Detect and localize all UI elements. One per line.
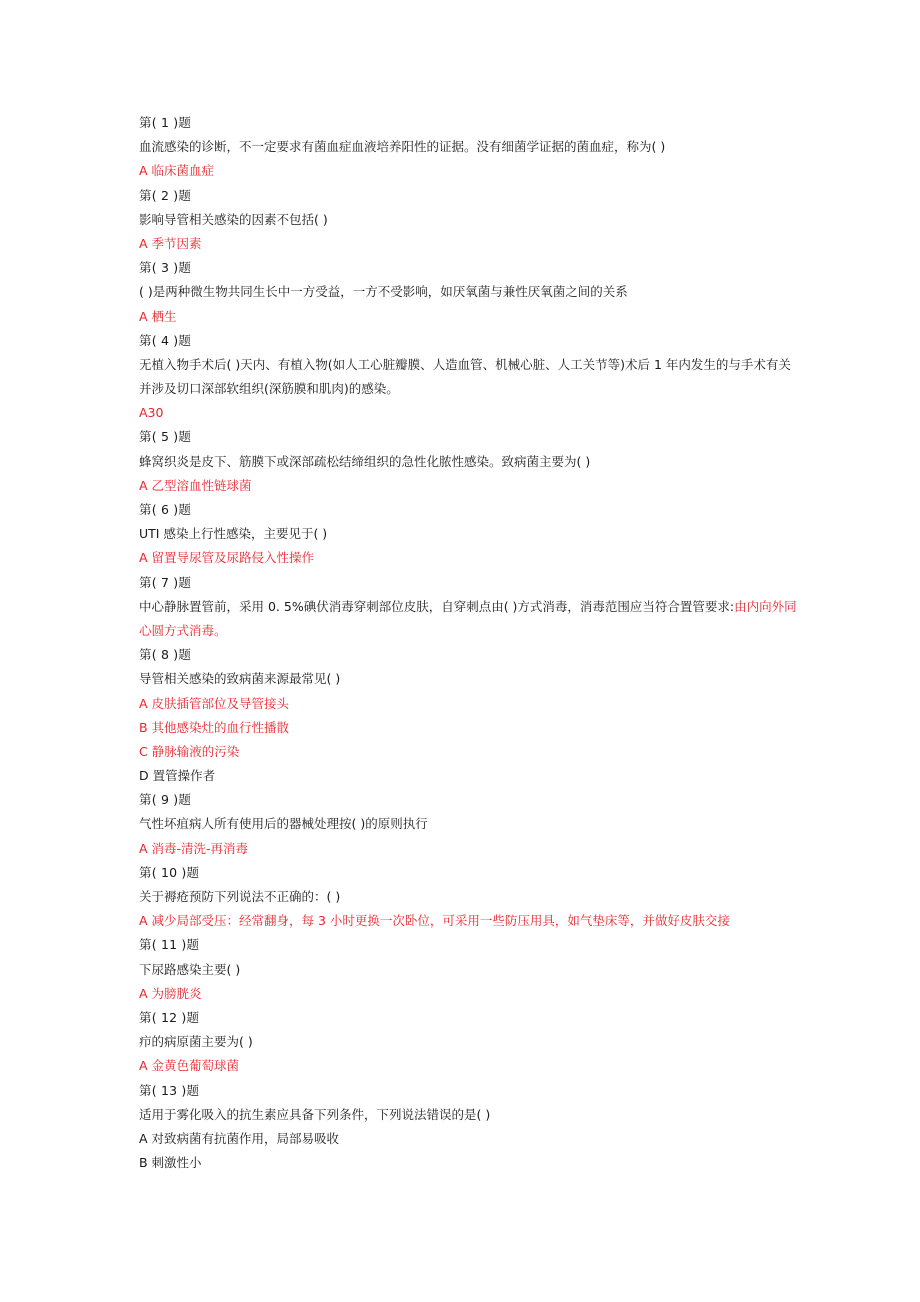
question-number: 第( 10 )题 [139, 864, 200, 880]
answer-option: A30 [139, 405, 164, 421]
question-number: 第( 9 )题 [139, 792, 192, 808]
answer-option: A 季节因素 [139, 235, 202, 251]
question-number: 第( 1 )题 [139, 115, 192, 130]
question-stem: 气性坏疽病人所有使用后的器械处理按( )的原则执行 [139, 816, 428, 832]
question-number: 第( 3 )题 [139, 260, 192, 276]
answer-option: A 消毒-清洗-再消毒 [139, 840, 249, 856]
answer-option: B 刺激性小 [139, 1155, 202, 1171]
question-stem: 蜂窝织炎是皮下、筋膜下或深部疏松结缔组织的急性化脓性感染。致病菌主要为( ) [139, 453, 591, 469]
document-body [139, 111, 799, 1175]
answer-option: A 金黄色葡萄球菌 [139, 1058, 240, 1074]
answer-option: B 其他感染灶的血行性播散 [139, 719, 290, 735]
question-stem: 血流感染的诊断，不一定要求有菌血症血液培养阳性的证据。没有细菌学证据的菌血症，称为( ) [139, 139, 666, 155]
answer-inline-continued: 心圆方式消毒。 [139, 622, 227, 638]
question-number: 第( 2 )题 [139, 187, 192, 203]
question-stem [139, 595, 799, 619]
question-number: 第( 7 )题 [139, 574, 192, 590]
question-stem-text: 中心静脉置管前，采用 0. 5%碘伏消毒穿刺部位皮肤，自穿刺点由( )方式消毒，消毒范围应当符合置管要求: [139, 598, 735, 614]
answer-option: A 为膀胱炎 [139, 985, 202, 1001]
question-number: 第( 5 )题 [139, 429, 192, 445]
question-stem: 适用于雾化吸入的抗生素应具备下列条件，下列说法错误的是( ) [139, 1106, 491, 1122]
answer-option: D 置管操作者 [139, 768, 216, 784]
answer-option: A 临床菌血症 [139, 163, 215, 179]
question-stem: 关于褥疮预防下列说法不正确的：( ) [139, 889, 341, 904]
answer-inline: 由内向外同 [734, 598, 797, 614]
answer-option: A 对致病菌有抗菌作用，局部易吸收 [139, 1130, 340, 1146]
question-stem: 导管相关感染的致病菌来源最常见( ) [139, 671, 341, 687]
question-stem-continued: 并涉及切口深部软组织(深筋膜和肌肉)的感染。 [139, 381, 399, 397]
answer-option: A 减少局部受压：经常翻身，每 3 小时更换一次卧位，可采用一些防压用具，如气垫床等，并做好皮肤交接 [139, 913, 730, 929]
question-stem: 影响导管相关感染的因素不包括( ) [139, 211, 328, 227]
question-number: 第( 13 )题 [139, 1082, 200, 1098]
question-stem: UTI 感染上行性感染，主要见于( ) [139, 526, 328, 542]
question-stem: 疖的病原菌主要为( ) [139, 1034, 253, 1050]
question-number: 第( 11 )题 [139, 937, 200, 953]
question-number: 第( 8 )题 [139, 647, 192, 663]
question-stem: 下尿路感染主要( ) [139, 961, 241, 977]
question-number: 第( 12 )题 [139, 1009, 200, 1025]
question-number: 第( 6 )题 [139, 502, 192, 517]
answer-option: A 乙型溶血性链球菌 [139, 477, 252, 493]
answer-option: C 静脉输液的污染 [139, 743, 240, 759]
answer-option: A 留置导尿管及尿路侵入性操作 [139, 550, 315, 566]
answer-option: A 栖生 [139, 308, 177, 324]
answer-option: A 皮肤插管部位及导管接头 [139, 695, 290, 711]
question-stem: ( )是两种微生物共同生长中一方受益，一方不受影响，如厌氧菌与兼性厌氧菌之间的关系 [139, 284, 628, 300]
question-stem: 无植入物手术后( )天内、有植入物(如人工心脏瓣膜、人造血管、机械心脏、人工关节等)术后 1 年内发生的与手术有关 [139, 356, 791, 372]
question-number: 第( 4 )题 [139, 332, 192, 348]
